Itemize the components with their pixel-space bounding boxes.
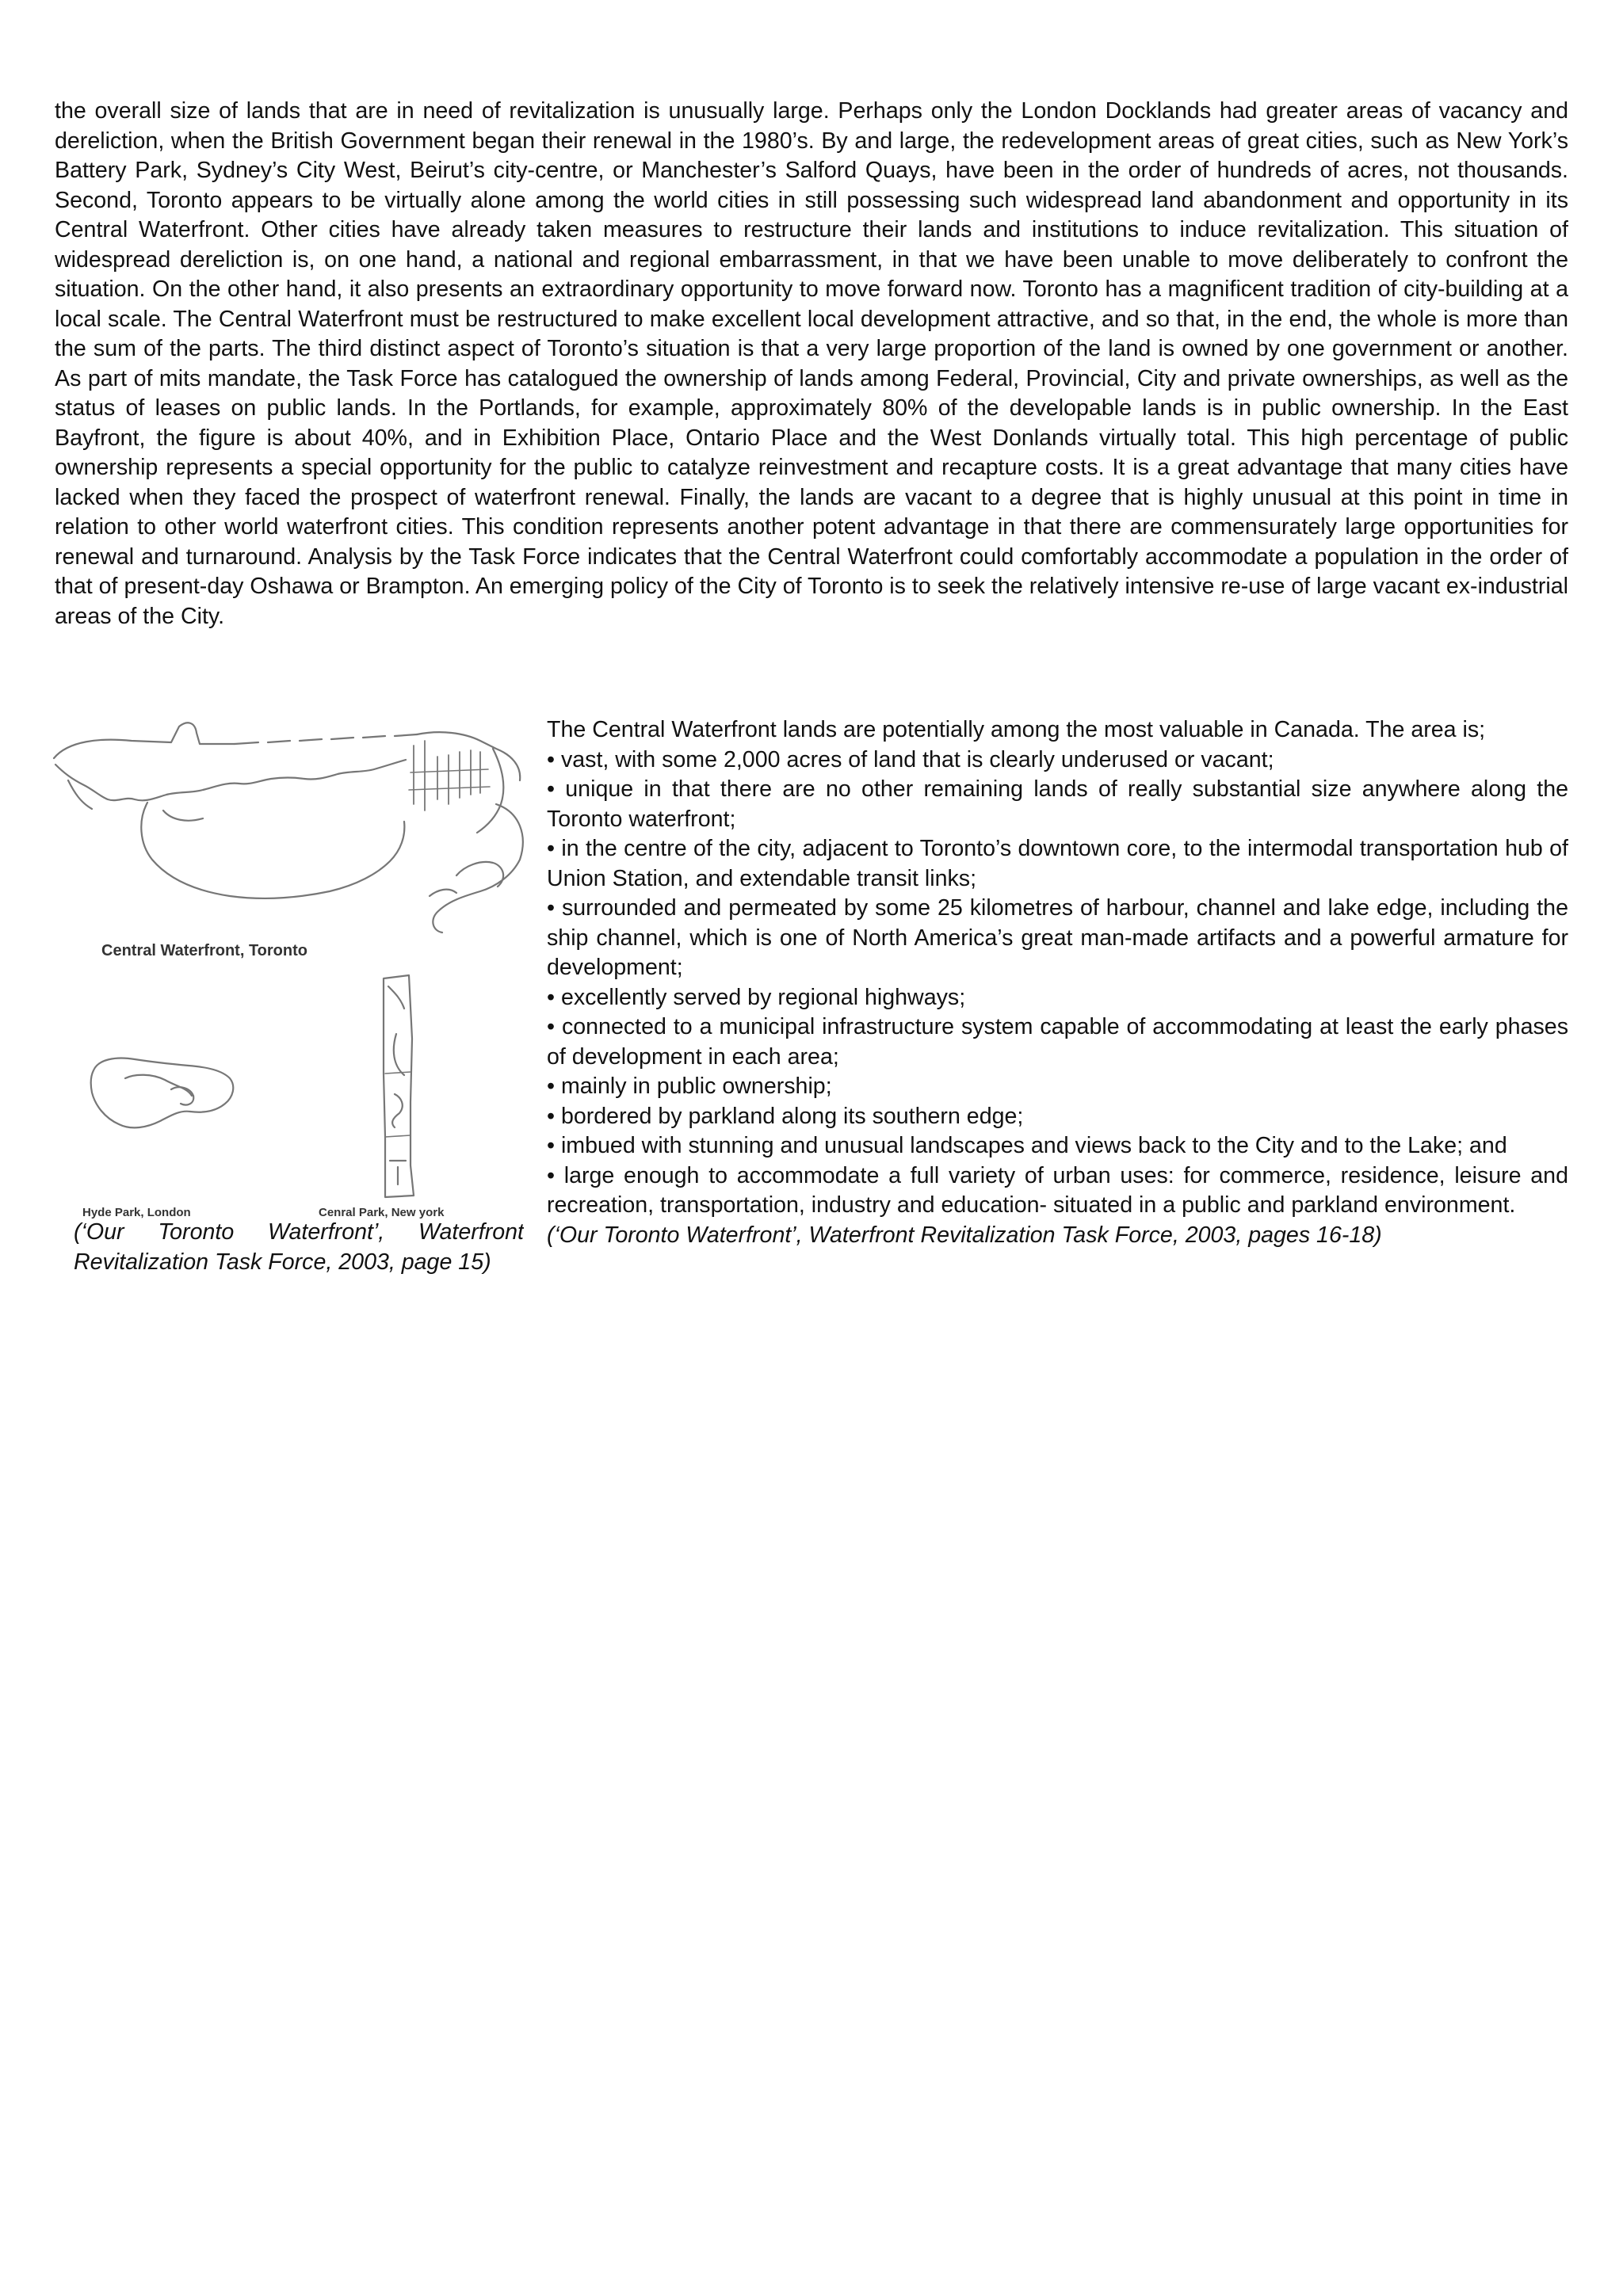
comparison-maps-svg <box>52 717 528 1224</box>
feature-item: • in the centre of the city, adjacent to Toronto’s downtown core, to the intermodal transportation hub of Union Station, and extendable transit links; <box>547 836 1568 891</box>
feature-item: • connected to a municipal infrastructure system capable of accommodating at least the early phases of development in each area; <box>547 1014 1568 1070</box>
feature-item: • surrounded and permeated by some 25 kilometres of harbour, channel and lake edge, including the ship channel, which is one of North America’s great man-made artifacts and a powerful armature for development; <box>547 895 1568 980</box>
feature-item: • vast, with some 2,000 acres of land that is clearly underused or vacant; <box>547 746 1274 772</box>
feature-item: • imbued with stunning and unusual landscapes and views back to the City and to the Lake; and <box>547 1133 1507 1158</box>
feature-item: • excellently served by regional highways; <box>547 984 966 1010</box>
label-central-park: Cenral Park, New york <box>319 1206 445 1219</box>
feature-item: • bordered by parkland along its southern edge; <box>547 1103 1024 1129</box>
body-paragraph: the overall size of lands that are in need of revitalization is unusually large. Perhaps only the London Docklands had greater areas of vacancy and dereliction, when the British Government began their renewal in the 1980’s. By and large, the redevelopment areas of great cities, such as New York’s Battery Park, Sydney’s City West, Beirut’s city-centre, or Manchester’s Salford Quays, have been in the order of hundreds of acres, not thousands. Second, Toronto appears to be virtually alone among the world cities in still possessing such widespread land abandonment and opportunity in its Central Waterfront. Other cities have already taken measures to restructure their lands and institutions to induce revitalization. This situation of widespread dereliction is, on one hand, a national and regional embarrassment, in that we have been unable to move deliberately to confront the situation. On the other hand, it also presents an extraordinary opportunity to move forward now. Toronto has a magnificent tradition of city-building at a local scale. The Central Waterfront must be restructured to make excellent local development attractive, and so that, in the end, the whole is more than the sum of the parts. The third distinct aspect of Toronto’s situation is that a very large proportion of the land is owned by one government or another. As part of mits mandate, the Task Force has catalogued the ownership of lands among Federal, Provincial, City and private ownerships, as well as the status of leases on public lands. In the Portlands, for example, approximately 80% of the developable lands is in public ownership. In the East Bayfront, the figure is about 40%, and in Exhibition Place, Ontario Place and the West Donlands virtually total. This high percentage of public ownership represents a special opportunity for the public to catalyze reinvestment and recapture costs. It is a great advantage that many cities have lacked when they faced the prospect of waterfront renewal. Finally, the lands are vacant to a degree that is highly unusual at this point in time in relation to other world waterfront cities. This condition represents another potent advantage in that there are commensurately large opportunities for renewal and turnaround. Analysis by the Task Force indicates that the Central Waterfront could comfortably accommodate a population in the order of that of present-day Oshawa or Brampton. An emerging policy of the City of Toronto is to seek the relatively intensive re-use of large vacant ex-industrial areas of the City. <box>55 98 1568 629</box>
central-park-map <box>384 975 414 1197</box>
source-citation: (‘Our Toronto Waterfront’, Waterfront Revitalization Task Force, 2003, pages 16-18) <box>547 1222 1382 1248</box>
label-central-waterfront: Central Waterfront, Toronto <box>101 942 307 959</box>
feature-item: • mainly in public ownership; <box>547 1074 832 1099</box>
features-intro: The Central Waterfront lands are potentially among the most valuable in Canada. The area is; <box>547 717 1486 742</box>
figure-caption: (‘Our Toronto Waterfront’, Waterfront Revitalization Task Force, 2003, page 15) <box>74 1219 524 1275</box>
comparison-maps-figure <box>52 717 528 1224</box>
toronto-waterfront-map <box>54 723 523 933</box>
right-column <box>547 715 1568 1250</box>
feature-item: • unique in that there are no other remaining lands of really substantial size anywhere along the Toronto waterfront; <box>547 776 1568 832</box>
label-hyde-park: Hyde Park, London <box>82 1206 191 1219</box>
hyde-park-map <box>91 1058 234 1128</box>
feature-item: • large enough to accommodate a full variety of urban uses: for commerce, residence, leisure and recreation, transportation, industry and education- situated in a public and parkland environment. <box>547 1162 1568 1218</box>
